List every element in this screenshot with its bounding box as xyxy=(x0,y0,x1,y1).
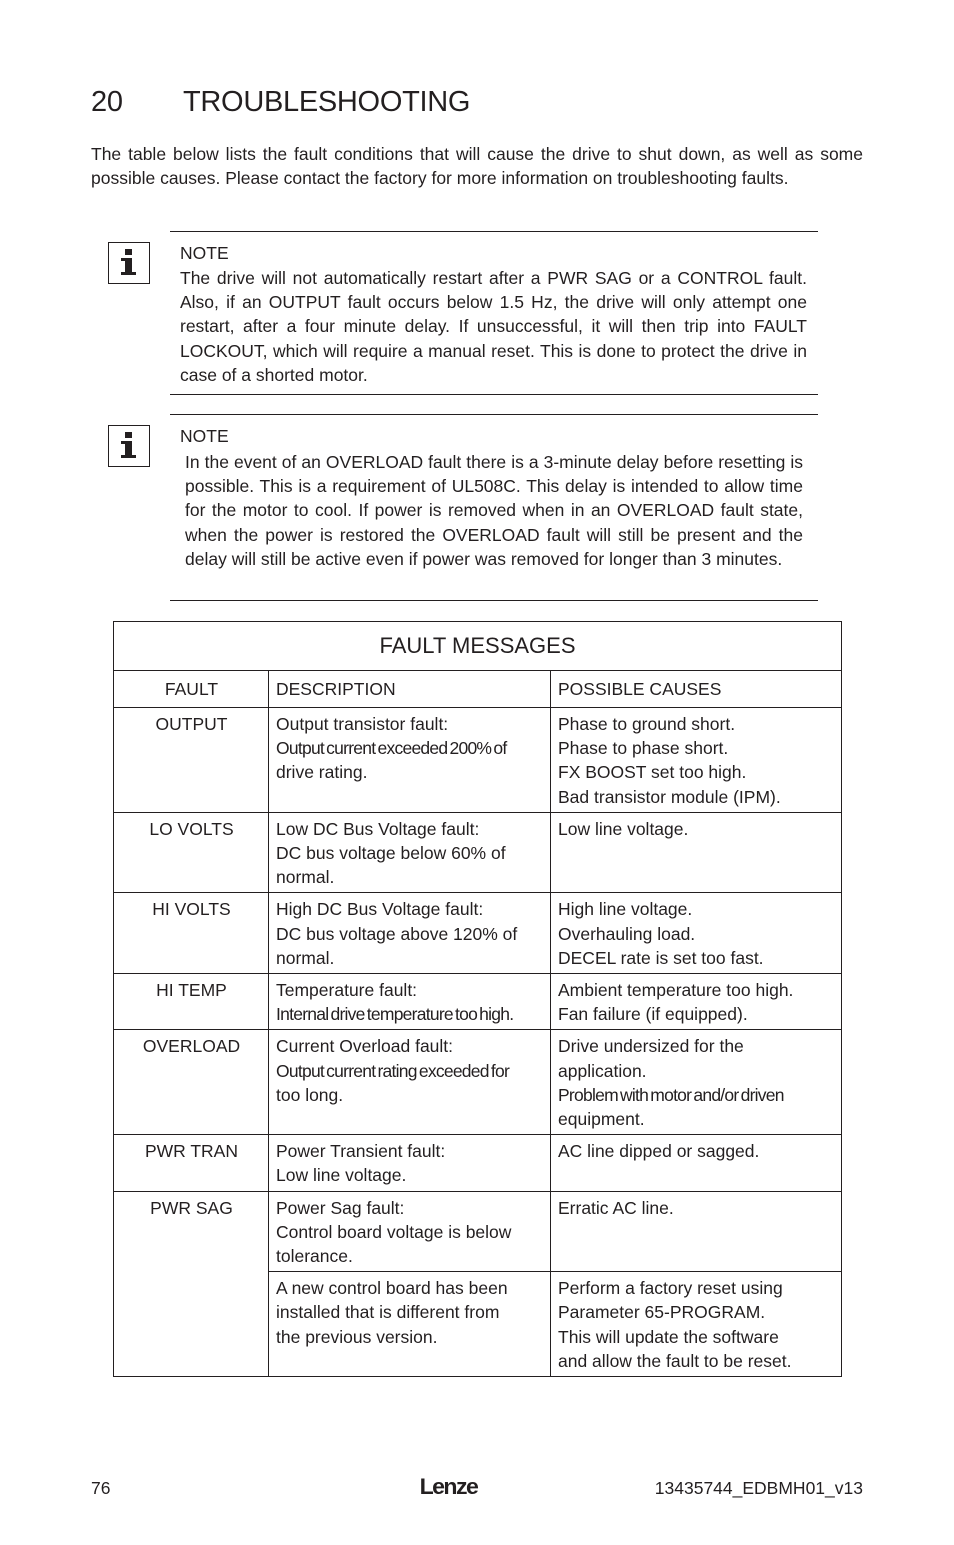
fault-code: PWR SAG xyxy=(114,1191,269,1376)
fault-causes xyxy=(551,893,842,974)
fault-description xyxy=(269,1191,551,1272)
cause-line: Perform a factory reset using xyxy=(558,1278,783,1299)
description-line: Low DC Bus Voltage fault: xyxy=(276,818,480,839)
description-line: Current Overload fault: xyxy=(276,1036,454,1057)
description-line: Power Transient fault: xyxy=(276,1141,446,1162)
cause-line: Parameter 65-PROGRAM. xyxy=(558,1302,766,1323)
note-box-2 xyxy=(170,414,818,601)
cause-line: Phase to ground short. xyxy=(558,714,736,734)
description-line: tolerance. xyxy=(276,1246,353,1267)
cause-line: Bad transistor module (IPM). xyxy=(558,786,781,807)
table-row xyxy=(114,1135,842,1191)
cause-line: This will update the software xyxy=(558,1326,779,1347)
description-line: Internal drive temperature too high. xyxy=(276,1004,514,1025)
section-heading xyxy=(91,86,470,119)
fault-description xyxy=(269,1272,551,1377)
fault-causes xyxy=(551,812,842,893)
description-line: Temperature fault: xyxy=(276,980,418,1001)
note-title: NOTE xyxy=(180,426,229,446)
cause-line: Overhauling load. xyxy=(558,923,696,944)
fault-causes xyxy=(551,1135,842,1191)
fault-description xyxy=(269,812,551,893)
lenze-logo: Lenze xyxy=(419,1474,478,1499)
fault-code: HI TEMP xyxy=(114,974,269,1030)
fault-description xyxy=(269,974,551,1030)
table-row xyxy=(114,708,842,813)
fault-causes xyxy=(551,1272,842,1377)
fault-code: OVERLOAD xyxy=(114,1030,269,1135)
fault-causes xyxy=(551,974,842,1030)
fault-description xyxy=(269,708,551,813)
fault-causes xyxy=(551,1030,842,1135)
note-body: In the event of an OVERLOAD fault there is a 3-minute delay before resetting is possible. This is a requirement of UL508C. This delay is intended to allow time for the motor to cool. If power is removed when in an OVERLOAD fault state, when the power is restored the OVERLOAD fault will still be present and the delay will still be active even if power was removed for longer than 3 minutes. xyxy=(185,452,803,569)
cause-line: Phase to phase short. xyxy=(558,738,729,759)
description-line: A new control board has been xyxy=(276,1278,508,1299)
cause-line: FX BOOST set too high. xyxy=(558,762,747,783)
table-row xyxy=(114,1030,842,1135)
info-icon xyxy=(108,425,150,467)
fault-description xyxy=(269,1030,551,1135)
fault-description xyxy=(269,1135,551,1191)
description-line: too long. xyxy=(276,1084,344,1105)
description-line: the previous version. xyxy=(276,1326,438,1347)
fault-code: OUTPUT xyxy=(114,708,269,813)
description-line: Control board voltage is below xyxy=(276,1221,512,1242)
cause-line: Fan failure (if equipped). xyxy=(558,1004,748,1025)
table-row xyxy=(114,893,842,974)
description-line: installed that is different from xyxy=(276,1302,500,1323)
fault-causes xyxy=(551,1191,842,1272)
cause-line: DECEL rate is set too fast. xyxy=(558,947,764,968)
intro-paragraph: The table below lists the fault conditions that will cause the drive to shut down, as well as some possible causes. Please contact the factory for more information on troubleshooting faults. xyxy=(91,144,863,189)
fault-messages-table xyxy=(113,621,842,1377)
fault-code: LO VOLTS xyxy=(114,812,269,893)
table-row xyxy=(114,1191,842,1272)
description-line: drive rating. xyxy=(276,762,368,783)
column-header-fault: FAULT xyxy=(114,671,269,708)
info-icon xyxy=(108,242,150,284)
cause-line: Ambient temperature too high. xyxy=(558,980,794,1001)
description-line: Low line voltage. xyxy=(276,1165,407,1186)
page-number: 76 xyxy=(91,1478,111,1498)
fault-code: PWR TRAN xyxy=(114,1135,269,1191)
fault-code: HI VOLTS xyxy=(114,893,269,974)
section-title: TROUBLESHOOTING xyxy=(183,86,471,118)
table-row xyxy=(114,974,842,1030)
description-line: Output transistor fault: xyxy=(276,714,449,734)
cause-line: Low line voltage. xyxy=(558,818,689,839)
cause-line: Problem with motor and/or driven xyxy=(558,1084,784,1105)
description-line: Output current exceeded 200% of xyxy=(276,738,507,759)
document-id: 13435744_EDBMH01_v13 xyxy=(654,1478,863,1498)
description-line: DC bus voltage below 60% of xyxy=(276,843,506,864)
cause-line: equipment. xyxy=(558,1109,645,1130)
cause-line: application. xyxy=(558,1060,647,1081)
fault-description xyxy=(269,893,551,974)
table-row xyxy=(114,812,842,893)
cause-line: Erratic AC line. xyxy=(558,1197,674,1218)
description-line: normal. xyxy=(276,947,335,968)
cause-line: High line voltage. xyxy=(558,899,693,920)
description-line: normal. xyxy=(276,867,335,888)
table-title: FAULT MESSAGES xyxy=(114,622,842,671)
column-header-description: DESCRIPTION xyxy=(269,671,551,708)
section-number: 20 xyxy=(91,86,123,118)
description-line: High DC Bus Voltage fault: xyxy=(276,899,484,920)
cause-line: AC line dipped or sagged. xyxy=(558,1141,760,1162)
description-line: Power Sag fault: xyxy=(276,1197,405,1218)
column-header-causes: POSSIBLE CAUSES xyxy=(551,671,842,708)
note-box-1 xyxy=(170,231,818,395)
cause-line: Drive undersized for the xyxy=(558,1036,744,1057)
description-line: DC bus voltage above 120% of xyxy=(276,923,518,944)
cause-line: and allow the fault to be reset. xyxy=(558,1350,792,1371)
note-title: NOTE xyxy=(180,243,229,263)
note-body: The drive will not automatically restart after a PWR SAG or a CONTROL fault. Also, if an OUTPUT fault occurs below 1.5 Hz, the drive will only attempt one restart, after a four minute delay. If unsuccessful, it will then trip into FAULT LOCKOUT, which will require a manual reset. This is done to protect the drive in case of a shorted motor. xyxy=(180,268,807,385)
fault-causes xyxy=(551,708,842,813)
description-line: Output current rating exceeded for xyxy=(276,1060,510,1081)
